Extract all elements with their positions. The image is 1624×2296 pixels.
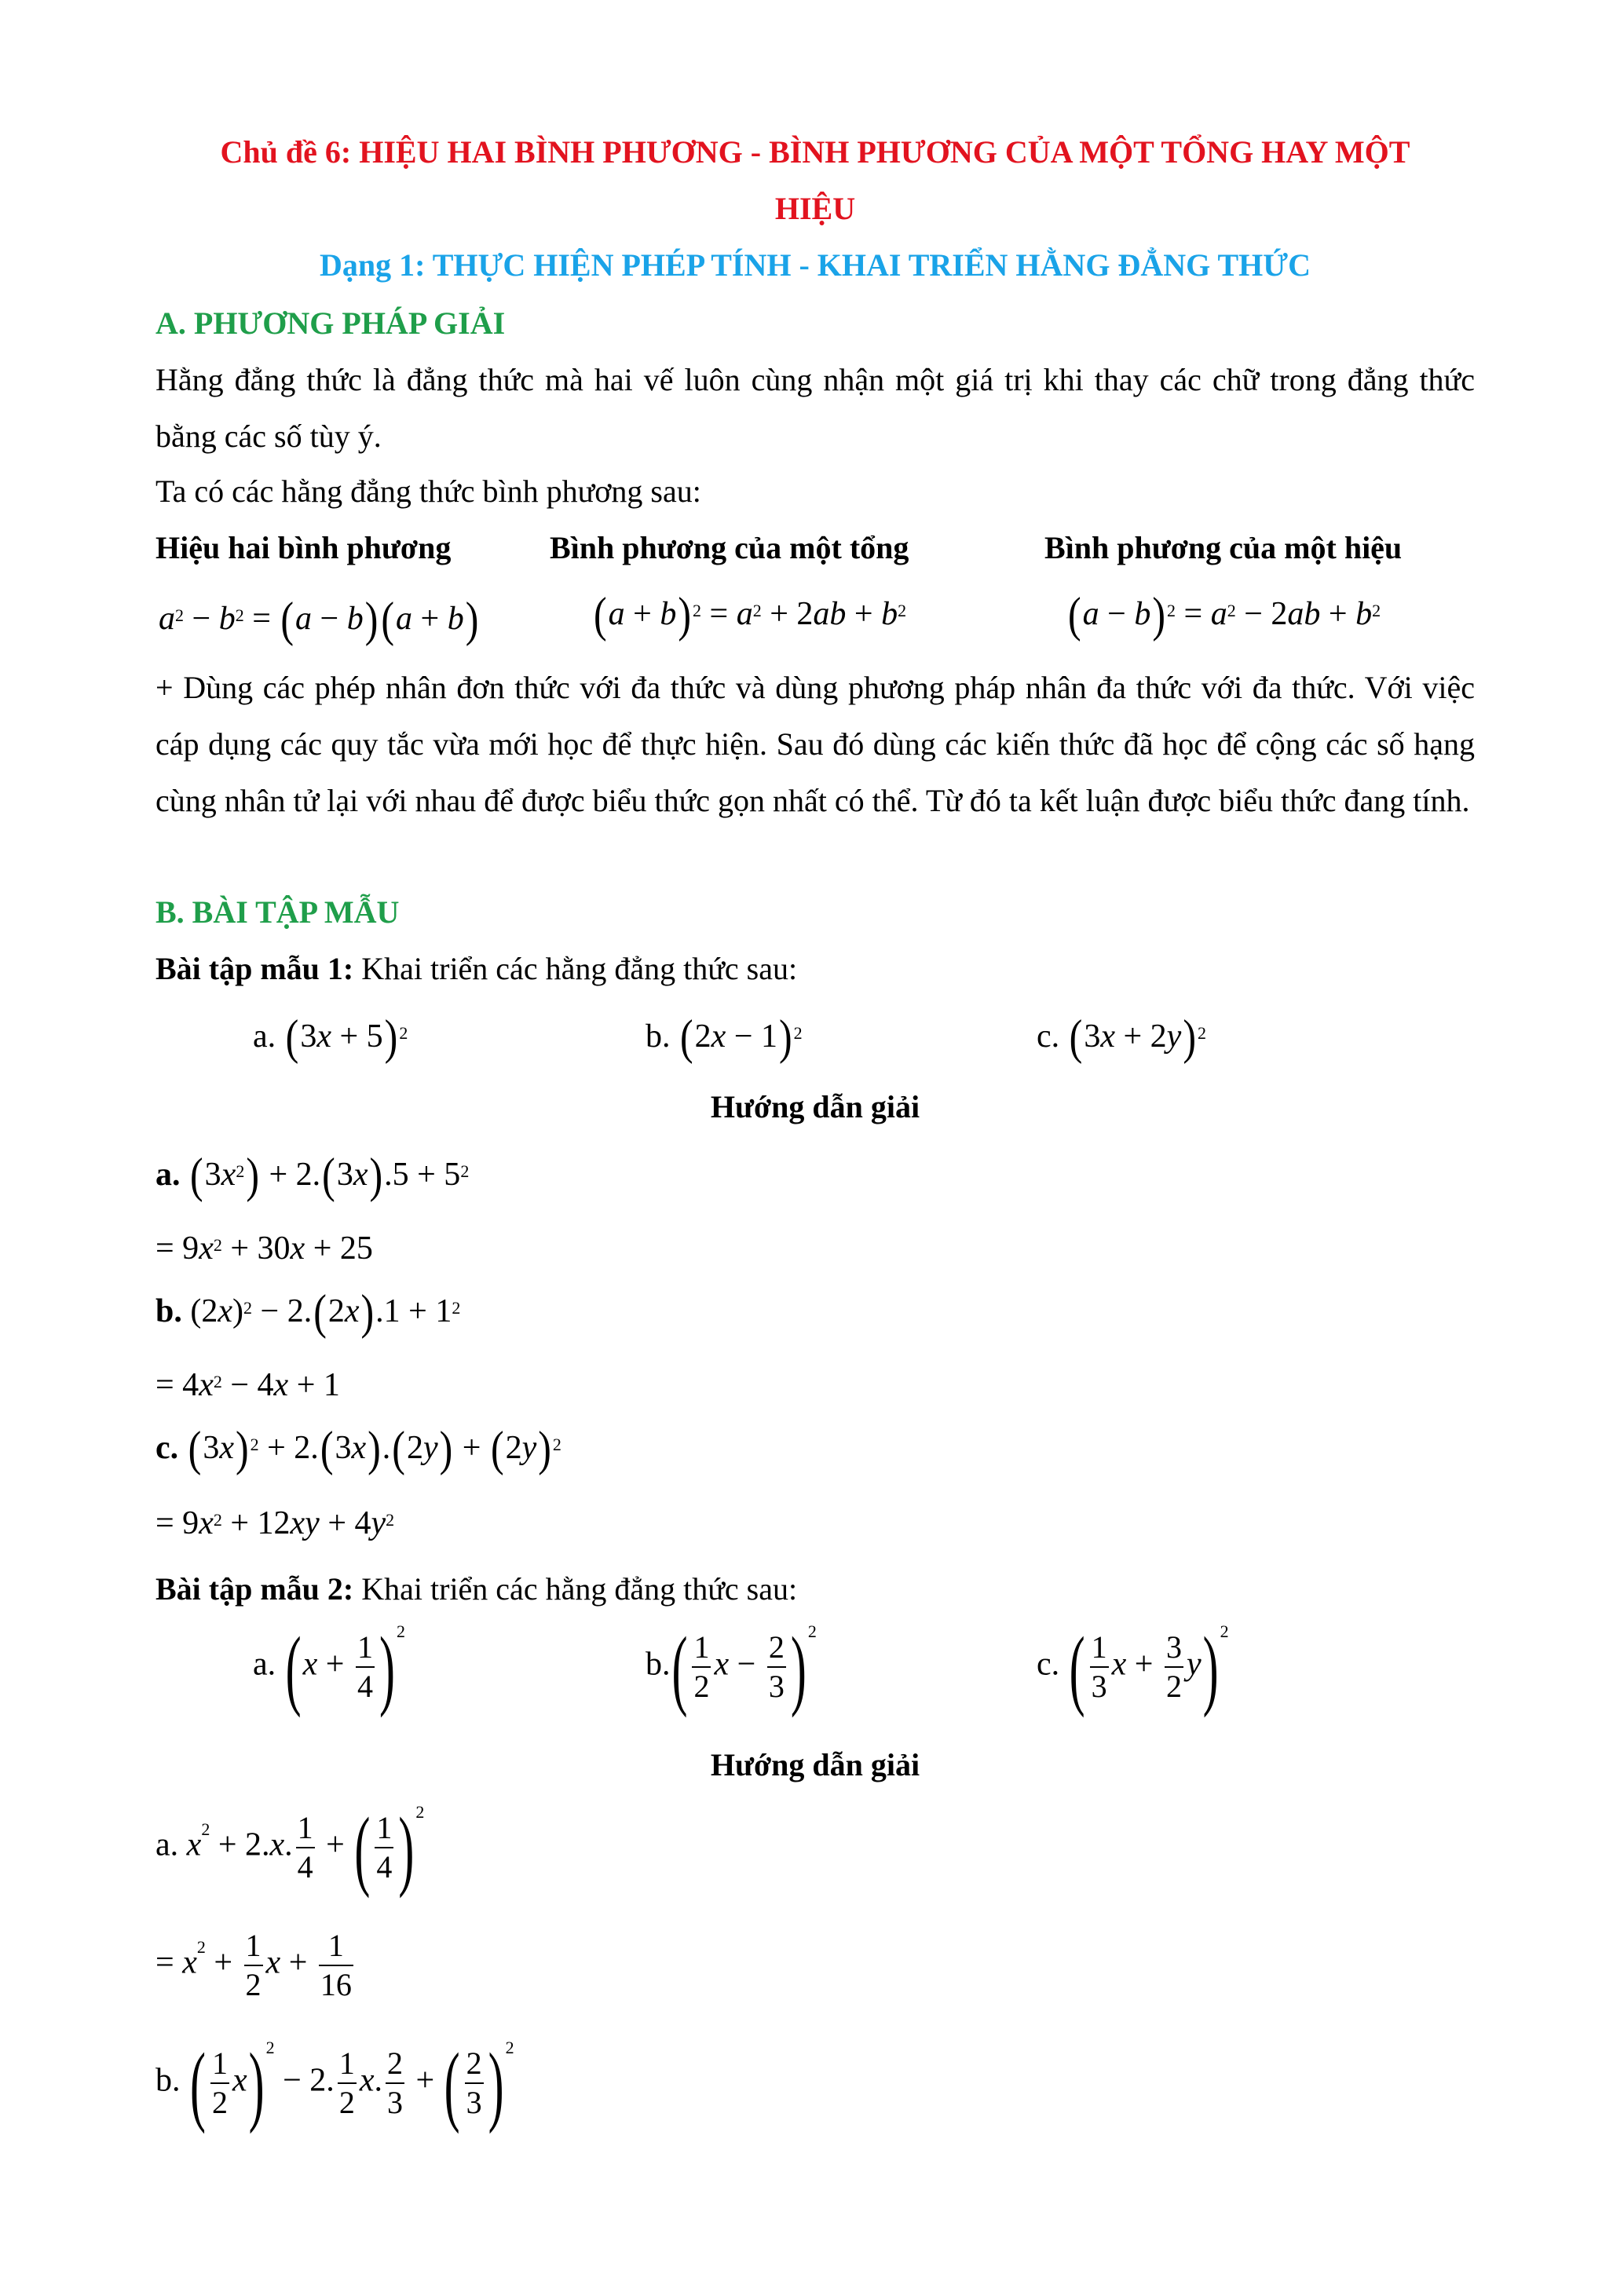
solution1-a-step1: a. $(3x^2) + 2.(3x).5 + 5^2$ — [155, 1147, 470, 1202]
solution1-c-result: = $9x^2 + 12xy + 4y^2$ — [155, 1505, 395, 1541]
formula-difference-of-squares: $a^2 - b^2 = (a - b)(a + b)$ — [159, 591, 479, 646]
example1-solution-heading: Hướng dẫn giải — [710, 1089, 920, 1124]
solution2-a-result: = $x^2$ + $\frac{1}{2}$ x + $\frac{1}{16}$ — [155, 1928, 352, 2002]
solution2-a-step1: a. $x^2 + 2.x$. $\frac{1}{4}$ + ( $\frac{1}{4}$ )2 — [155, 1799, 425, 1899]
chapter-title-line2: HIỆU — [774, 191, 856, 226]
identity-header-sum-square: Bình phương của một tổng — [550, 530, 909, 565]
definition-paragraph: Hằng đẳng thức là đẳng thức mà hai vế luôn cùng nhận một giá trị khi thay các chữ trong đẳng thức bằng các số tùy ý. — [155, 362, 1475, 454]
solution1-a-result: = $9x^2 + 30x + 25$ — [155, 1230, 373, 1267]
example2-item-b: b.( $\frac{1}{2}$ x − $\frac{2}{3}$ )2 — [646, 1618, 817, 1718]
form-subtitle: Dạng 1: THỰC HIỆN PHÉP TÍNH - KHAI TRIỂN HẰNG ĐẲNG THỨC — [319, 247, 1311, 283]
example2-prompt: Bài tập mẫu 2: Khai triển các hằng đẳng thức sau: — [155, 1571, 798, 1607]
example1-prompt: Bài tập mẫu 1: Khai triển các hằng đẳng thức sau: — [155, 951, 798, 986]
formula-square-of-difference: $(a - b)^2 = a^2 - 2ab + b^2$ — [1068, 587, 1381, 642]
solution1-b-result: = $4x^2 - 4x + 1$ — [155, 1367, 340, 1403]
example2-item-a: a. (x + $\frac{1}{4}$ )2 — [253, 1618, 405, 1718]
chapter-title-line1: Chủ đề 6: HIỆU HAI BÌNH PHƯƠNG - BÌNH PHƯƠNG CỦA MỘT TỔNG HAY MỘT — [220, 134, 1410, 170]
section-a-heading: A. PHƯƠNG PHÁP GIẢI — [155, 305, 506, 341]
solution1-b-step1: b. $(2x)^2 - 2.(2x).1 + 1^2$ — [155, 1284, 461, 1339]
section-b-heading: B. BÀI TẬP MẪU — [155, 894, 400, 930]
formula-square-of-sum: $(a + b)^2 = a^2 + 2ab + b^2$ — [594, 587, 907, 642]
example2-solution-heading: Hướng dẫn giải — [710, 1747, 920, 1782]
method-paragraph: + Dùng các phép nhân đơn thức với đa thức và dùng phương pháp nhân đa thức với đa thức. Với việc cáp dụng các quy tắc vừa mới học để thực hiện. Sau đó dùng các kiến thức đã học để cộng các số hạng cùng nhân tử lại với nhau để được biểu thức gọn nhất có thể. Từ đó ta kết luận được biểu thức đang tính. — [155, 670, 1475, 818]
identity-header-difference: Hiệu hai bình phương — [155, 530, 452, 565]
example1-item-a: a. $(3x + 5)^2$ — [253, 1009, 408, 1064]
identity-header-diff-square: Bình phương của một hiệu — [1044, 530, 1403, 565]
solution2-b-step1: b. ( $\frac{1}{2}$ x)2 − 2. $\frac{1}{2}$ x. $\frac{2}{3}$ + ( $\frac{2}{3}$ )2 — [155, 2035, 514, 2134]
example1-item-b: b. $(2x - 1)^2$ — [646, 1009, 803, 1064]
identities-intro: Ta có các hằng đẳng thức bình phương sau: — [155, 473, 701, 509]
solution1-c-step1: c. $(3x)^2 + 2.(3x).(2y) + (2y)^2$ — [155, 1420, 561, 1475]
example2-item-c: c. ( $\frac{1}{3}$ x + $\frac{3}{2}$ y)2 — [1037, 1618, 1229, 1718]
example1-item-c: c. $(3x + 2y)^2$ — [1037, 1009, 1206, 1064]
